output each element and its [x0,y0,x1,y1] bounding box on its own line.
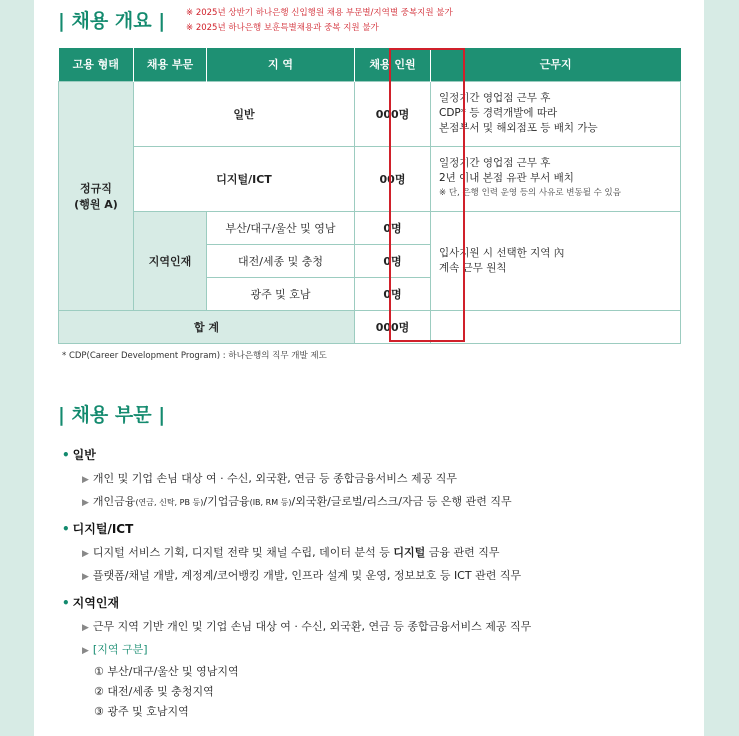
triangle-right-icon: ▶ [82,498,89,508]
bullet-icon: • [62,448,70,462]
division-general: 일반 [134,81,355,146]
divisions-list [62,440,682,722]
cdp-footnote: * CDP(Career Development Program) : 하나은행의 직무 개발 제도 [62,351,327,361]
triangle-right-icon: ▶ [82,646,89,656]
recruitment-table [58,48,681,344]
count-chungcheong: 0명 [355,244,431,277]
header-division: 채용 부문 [134,48,207,81]
total-label: 합 계 [59,310,355,343]
list-item: ▶ 플랫폼/채널 개발, 계정계/코어뱅킹 개발, 인프라 설계 및 운영, 정보보호 등 ICT 관련 직무 [82,569,522,582]
count-yeongnam: 0명 [355,211,431,244]
employment-type-cell: 정규직 (행원 A) [59,81,134,310]
list-item: ▶ 근무 지역 기반 개인 및 기업 손님 대상 여 · 수신, 외국환, 연금 등 종합금융서비스 제공 직무 [82,620,532,633]
region-item: ③ 광주 및 호남지역 [94,705,189,718]
note-duplicate-veteran: ※ 2025년 하나은행 보훈특별채용과 중복 지원 불가 [186,23,379,33]
region-chungcheong: 대전/세종 및 충청 [207,244,355,277]
count-honam: 0명 [355,277,431,310]
region-label: ▶ [지역 구분] [82,643,148,656]
category-general: • 일반 [62,448,96,462]
total-empty [431,310,681,343]
triangle-right-icon: ▶ [82,572,89,582]
bullet-icon: • [62,596,70,610]
category-digital: • 디지털/ICT [62,522,134,536]
note-duplicate-division: ※ 2025년 상반기 하나은행 신입행원 채용 부문별/지역별 중복지원 불가 [186,8,453,18]
region-item: ② 대전/세종 및 충청지역 [94,685,214,698]
list-item: ▶ 개인 및 기업 손님 대상 여 · 수신, 외국환, 연금 등 종합금융서비스 제공 직무 [82,472,458,485]
count-digital: 00명 [355,146,431,211]
header-region: 지 역 [207,48,355,81]
triangle-right-icon: ▶ [82,475,89,485]
region-yeongnam: 부산/대구/울산 및 영남 [207,211,355,244]
duty-digital: 일정기간 영업점 근무 후 2년 이내 본점 유관 부서 배치 ※ 단, 은행 인력 운영 등의 사유로 변동될 수 있음 [431,146,681,211]
header-workplace: 근무지 [431,48,681,81]
category-regional: • 지역인재 [62,596,120,610]
division-digital: 디지털/ICT [134,146,355,211]
duty-regional: 입사지원 시 선택한 지역 內 계속 근무 원칙 [431,211,681,310]
duty-general: 일정기간 영업점 근무 후 CDP* 등 경력개발에 따라 본점부서 및 해외점포 등 배치 가능 [431,81,681,146]
division-regional: 지역인재 [134,211,207,310]
overview-notes [186,6,453,36]
overview-title: | 채용 개요 | [58,10,166,32]
triangle-right-icon: ▶ [82,623,89,633]
triangle-right-icon: ▶ [82,549,89,559]
bullet-icon: • [62,522,70,536]
header-headcount: 채용 인원 [355,48,431,81]
region-item: ① 부산/대구/울산 및 영남지역 [94,665,239,678]
region-honam: 광주 및 호남 [207,277,355,310]
list-item: ▶ 개인금융(연금, 신탁, PB 등)/기업금융(IB, RM 등)/외국환/글로벌/리스크/자금 등 은행 관련 직무 [82,495,512,508]
recruitment-card [34,0,704,736]
list-item: ▶ 디지털 서비스 기획, 디지털 전략 및 채널 수립, 데이터 분석 등 디지털 금융 관련 직무 [82,546,500,559]
header-employment-type: 고용 형태 [59,48,134,81]
total-count: 000명 [355,310,431,343]
count-general: 000명 [355,81,431,146]
divisions-title: | 채용 부문 | [58,404,166,426]
